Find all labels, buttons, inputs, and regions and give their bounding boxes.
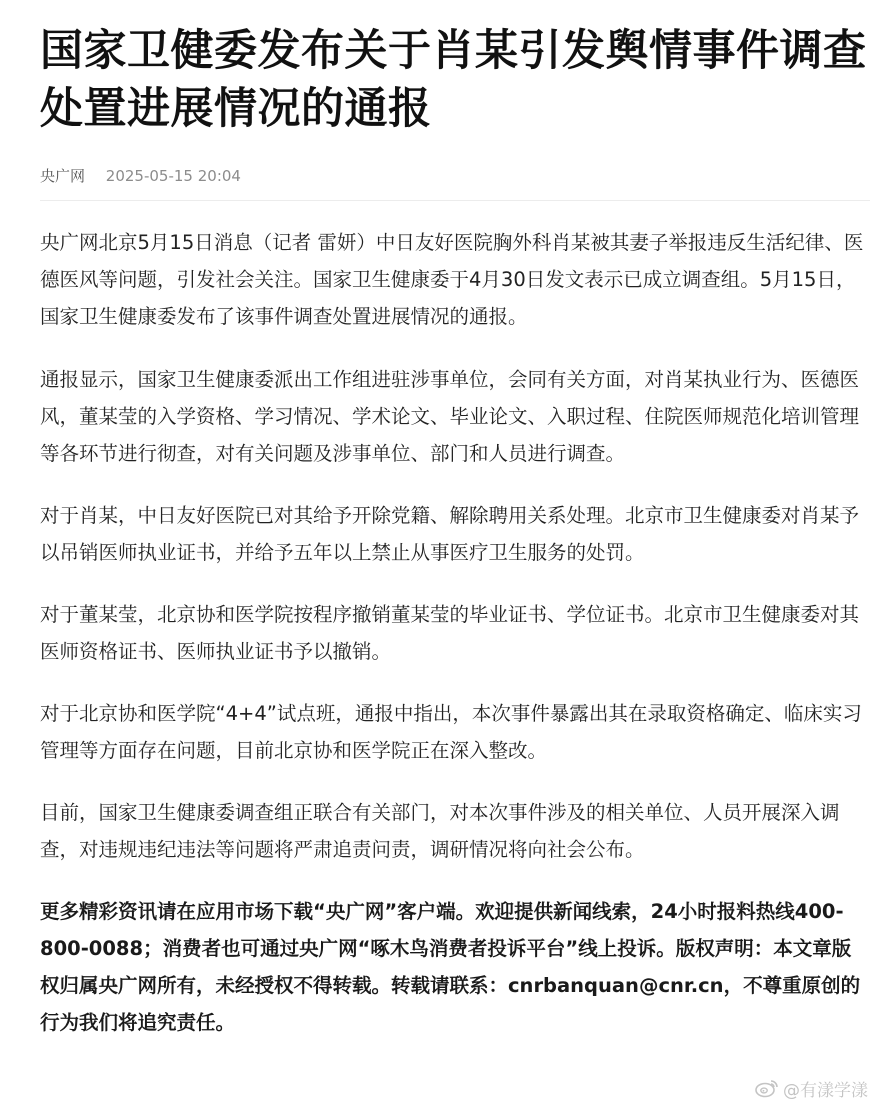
meta-divider (40, 200, 870, 201)
article-datetime: 2025-05-15 20:04 (105, 167, 241, 185)
weibo-icon (755, 1078, 779, 1098)
article-meta (40, 164, 870, 188)
article-paragraph: 目前，国家卫生健康委调查组正联合有关部门，对本次事件涉及的相关单位、人员开展深入调查，对违规违纪违法等问题将严肃追责问责，调研情况将向社会公布。 (40, 801, 840, 861)
article-paragraph: 对于董某莹，北京协和医学院按程序撤销董某莹的毕业证书、学位证书。北京市卫生健康委对其医师资格证书、医师执业证书予以撤销。 (40, 603, 860, 663)
article (40, 0, 870, 1041)
article-paragraph: 对于肖某，中日友好医院已对其给予开除党籍、解除聘用关系处理。北京市卫生健康委对肖某予以吊销医师执业证书，并给予五年以上禁止从事医疗卫生服务的处罚。 (40, 504, 860, 564)
article-title: 国家卫健委发布关于肖某引发舆情事件调查处置进展情况的通报 (40, 26, 867, 134)
article-paragraph: 对于北京协和医学院“4+4”试点班，通报中指出，本次事件暴露出其在录取资格确定、临床实习管理等方面存在问题，目前北京协和医学院正在深入整改。 (40, 702, 862, 762)
article-paragraph: 央广网北京5月15日消息（记者 雷妍）中日友好医院胸外科肖某被其妻子举报违反生活纪律、医德医风等问题，引发社会关注。国家卫生健康委于4月30日发文表示已成立调查组。5月15日，国家卫生健康委发布了该事件调查处置进展情况的通报。 (40, 231, 864, 328)
watermark (755, 1075, 868, 1101)
article-source[interactable]: 央广网 (40, 167, 86, 185)
article-paragraph: 通报显示，国家卫生健康委派出工作组进驻涉事单位，会同有关方面，对肖某执业行为、医德医风，董某莹的入学资格、学习情况、学术论文、毕业论文、入职过程、住院医师规范化培训管理等各环节进行彻查，对有关问题及涉事单位、部门和人员进行调查。 (40, 368, 860, 465)
watermark-text: @有漾学漾 (783, 1080, 868, 1101)
article-footer-notice: 更多精彩资讯请在应用市场下载“央广网”客户端。欢迎提供新闻线索，24小时报料热线400-800-0088；消费者也可通过央广网“啄木鸟消费者投诉平台”线上投诉。版权声明：本文章版权归属央广网所有，未经授权不得转载。转载请联系：cnrbanquan@cnr.cn，不尊重原创的行为我们将追究责任。 (40, 900, 861, 1034)
